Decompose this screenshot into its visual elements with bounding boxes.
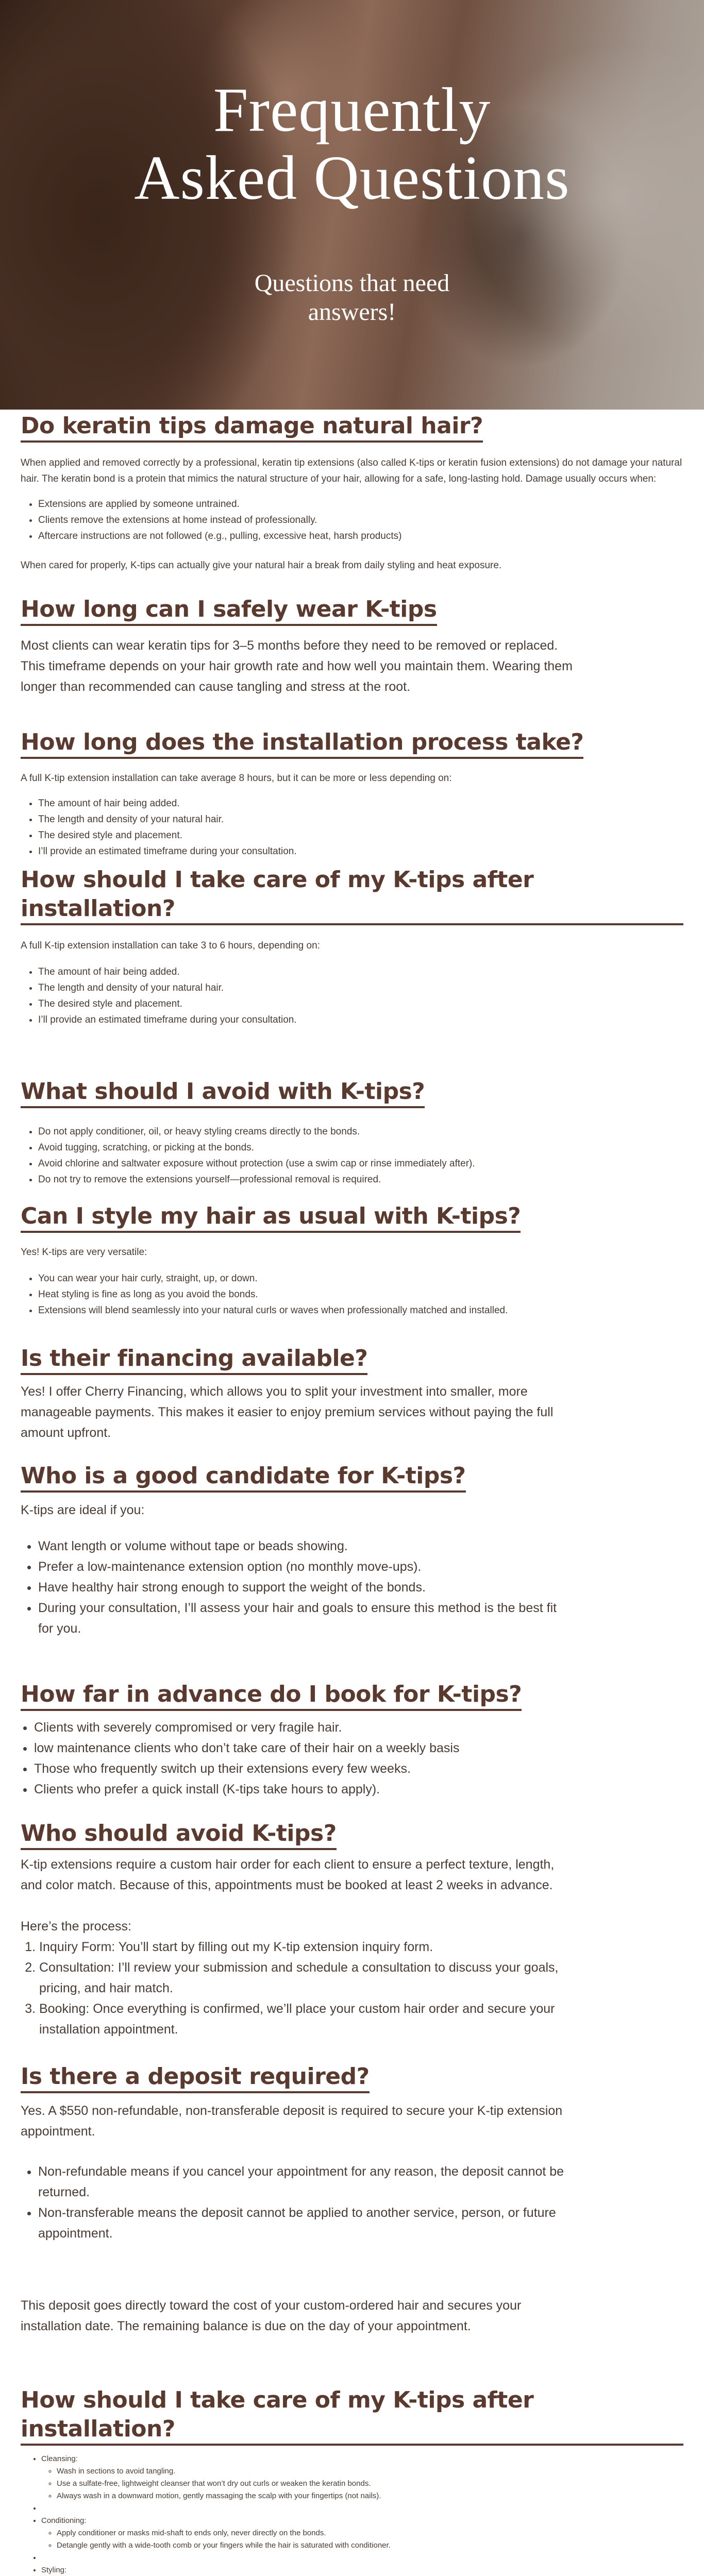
- list-item: • Do not try to remove the extensions yourself—professional removal is required.: [38, 1172, 564, 1188]
- care-group-cleansing: [41, 2453, 683, 2502]
- faq-answer: Yes! K-tips are very versatile:: [21, 1247, 147, 1258]
- page-title: [94, 76, 610, 212]
- faq-question: Who should avoid K-tips?: [21, 1819, 337, 1850]
- list-item: • I’ll provide an estimated timeframe during your consultation.: [38, 1012, 683, 1028]
- faq-question: How long can I safely wear K-tips: [21, 595, 437, 626]
- subtitle-line-1: Questions that need: [254, 269, 450, 297]
- list-item: ◦ Wash in sections to avoid tangling.: [57, 2465, 683, 2478]
- faq-question: Can I style my hair as usual with K-tips?: [21, 1202, 521, 1233]
- hero-banner: [0, 0, 704, 410]
- faq-wear-duration: [21, 595, 683, 697]
- faq-deposit: [21, 2062, 683, 2336]
- faq-who-avoid: [21, 1819, 683, 2040]
- care-group-conditioning: [41, 2515, 683, 2552]
- page-subtitle: [197, 269, 507, 327]
- list-item: • Extensions will blend seamlessly into your natural curls or waves when professionally matched and installed.: [38, 1302, 523, 1318]
- list-item: • Clients remove the extensions at home instead of professionally.: [38, 512, 683, 528]
- title-line-1: Frequently: [213, 75, 491, 145]
- list-item: • Avoid chlorine and saltwater exposure without protection (use a swim cap or rinse immediately after).: [38, 1156, 543, 1172]
- list-item: • The length and density of your natural hair.: [38, 811, 683, 827]
- list-item: • Have healthy hair strong enough to support the weight of the bonds.: [38, 1577, 574, 1598]
- faq-bullet-list: [21, 964, 683, 1028]
- list-item: • The desired style and placement.: [38, 996, 683, 1012]
- list-spacer: [41, 2502, 683, 2515]
- list-item: • Non-refundable means if you cancel your appointment for any reason, the deposit cannot be returned.: [38, 2161, 579, 2202]
- list-item: • Clients with severely compromised or very fragile hair.: [34, 1717, 683, 1738]
- faq-install-time: [21, 728, 683, 859]
- group-label: Styling:: [41, 2566, 67, 2574]
- step-inquiry: 1. Inquiry Form: You’ll start by filling out my K-tip extension inquiry form.: [39, 1937, 585, 1957]
- faq-question: Who is a good candidate for K-tips?: [21, 1462, 466, 1493]
- faq-bullet-list: [21, 496, 683, 544]
- faq-styling: [21, 1202, 683, 1318]
- step-booking: 3. Booking: Once everything is confirmed, we’ll place your custom hair order and secure your installation appointment.: [39, 1998, 585, 2040]
- list-item: • Prefer a low-maintenance extension option (no monthly move-ups).: [38, 1556, 574, 1577]
- faq-bullet-list: [21, 2161, 579, 2244]
- faq-bullet-list: [21, 1124, 564, 1188]
- list-item: ◦ Always wash in a downward motion, gently massaging the scalp with your fingertips (not nails).: [57, 2490, 683, 2502]
- list-item: • The length and density of your natural hair.: [38, 980, 683, 996]
- faq-question: What should I avoid with K-tips?: [21, 1077, 425, 1108]
- subtitle-line-2: answers!: [308, 298, 396, 326]
- list-item: • During your consultation, I’ll assess your hair and goals to ensure this method is the best fit for you.: [38, 1598, 574, 1639]
- faq-content: [0, 412, 704, 2576]
- faq-keratin-damage: [21, 412, 683, 573]
- list-item: ◦ Use a sulfate-free, lightweight cleanser that won’t dry out curls or weaken the keratin bonds.: [57, 2478, 683, 2490]
- faq-avoid: [21, 1077, 683, 1188]
- list-item: • Heat styling is fine as long as you avoid the bonds.: [38, 1286, 523, 1302]
- faq-aftercare: [21, 866, 683, 1028]
- faq-answer: When applied and removed correctly by a professional, keratin tip extensions (also called K-tips or keratin fusion extensions) do not damage your natural hair. The keratin bond is a protein that mimics the natural structure of your hair, allowing for a safe, long-lasting hold. Damage usually occurs when:: [21, 457, 682, 484]
- faq-answer: Yes! I offer Cherry Financing, which allows you to split your investment into smaller, more manageable payments. This makes it easier to enjoy premium services without paying the full amount upfront.: [21, 1384, 554, 1440]
- care-group-styling: [41, 2564, 683, 2576]
- list-item: • low maintenance clients who don’t take care of their hair on a weekly basis: [34, 1738, 683, 1758]
- step-consultation: 2. Consultation: I’ll review your submission and schedule a consultation to discuss your goals, pricing, and hair match.: [39, 1957, 585, 1998]
- list-spacer: [41, 2552, 683, 2564]
- faq-question: How should I take care of my K-tips after installation?: [21, 866, 683, 925]
- faq-answer: Yes. A $550 non-refundable, non-transferable deposit is required to secure your K-tip extension appointment.: [21, 2104, 563, 2139]
- list-item: ◦ Apply conditioner or masks mid-shaft to ends only, never directly on the bonds.: [57, 2527, 683, 2539]
- process-steps: [21, 1937, 585, 2040]
- list-item: • Aftercare instructions are not followed (e.g., pulling, excessive heat, harsh products): [38, 528, 683, 544]
- list-item: • Those who frequently switch up their extensions every few weeks.: [34, 1758, 683, 1779]
- list-item: • Clients who prefer a quick install (K-tips take hours to apply).: [34, 1779, 683, 1800]
- faq-answer: A full K-tip extension installation can take 3 to 6 hours, depending on:: [21, 940, 320, 951]
- list-item: ◦ Detangle gently with a wide-tooth comb or your fingers while the hair is saturated with conditioner.: [57, 2539, 683, 2552]
- faq-bullet-list: [21, 1270, 523, 1318]
- faq-bullet-list: [21, 1536, 574, 1639]
- list-item: • Avoid tugging, scratching, or picking at the bonds.: [38, 1140, 564, 1156]
- faq-booking-advance: [21, 1680, 683, 1800]
- faq-bullet-list: [21, 795, 683, 859]
- faq-aftercare-detailed: [21, 2386, 683, 2576]
- care-groups: [21, 2453, 683, 2576]
- list-item: • Non-transferable means the deposit cannot be applied to another service, person, or future appointment.: [38, 2202, 579, 2244]
- list-item: • Want length or volume without tape or beads showing.: [38, 1536, 574, 1556]
- faq-answer: K-tips are ideal if you:: [21, 1503, 145, 1517]
- list-item: • The amount of hair being added.: [38, 795, 683, 811]
- title-line-2: Asked Questions: [134, 143, 570, 213]
- faq-bullet-list: [21, 1717, 683, 1800]
- group-label: Conditioning:: [41, 2516, 87, 2525]
- list-item: • Extensions are applied by someone untrained.: [38, 496, 683, 512]
- faq-financing: [21, 1344, 683, 1443]
- faq-answer-outro: When cared for properly, K-tips can actually give your natural hair a break from daily styling and heat exposure.: [21, 560, 502, 571]
- faq-answer-outro: This deposit goes directly toward the cost of your custom-ordered hair and secures your installation date. The remaining balance is due on the day of your appointment.: [21, 2298, 522, 2333]
- list-item: • The amount of hair being added.: [38, 964, 683, 980]
- process-label: Here’s the process:: [21, 1919, 131, 1934]
- faq-question: Is their financing available?: [21, 1344, 367, 1375]
- faq-question: Is there a deposit required?: [21, 2062, 370, 2093]
- faq-question: Do keratin tips damage natural hair?: [21, 412, 483, 443]
- faq-answer: Most clients can wear keratin tips for 3–5 months before they need to be removed or replaced. This timeframe depends on your hair growth rate and how well you maintain them. Wearing them longer than recommended can cause tangling and stress at the root.: [21, 638, 573, 694]
- faq-question: How long does the installation process take?: [21, 728, 583, 759]
- care-subitems: [41, 2527, 683, 2552]
- care-subitems: [41, 2465, 683, 2502]
- list-item: • You can wear your hair curly, straight, up, or down.: [38, 1270, 523, 1286]
- faq-answer: K-tip extensions require a custom hair order for each client to ensure a perfect texture, length, and color match. Because of this, appointments must be booked at least 2 weeks in advance.: [21, 1857, 555, 1892]
- faq-candidate: [21, 1462, 683, 1639]
- group-label: Cleansing:: [41, 2454, 78, 2463]
- list-item: • I’ll provide an estimated timeframe during your consultation.: [38, 843, 683, 859]
- list-item: • The desired style and placement.: [38, 827, 683, 843]
- list-item: • Do not apply conditioner, oil, or heavy styling creams directly to the bonds.: [38, 1124, 564, 1140]
- faq-question: How should I take care of my K-tips after installation?: [21, 2386, 683, 2446]
- faq-answer: A full K-tip extension installation can take average 8 hours, but it can be more or less depending on:: [21, 773, 452, 784]
- faq-question: How far in advance do I book for K-tips?: [21, 1680, 522, 1711]
